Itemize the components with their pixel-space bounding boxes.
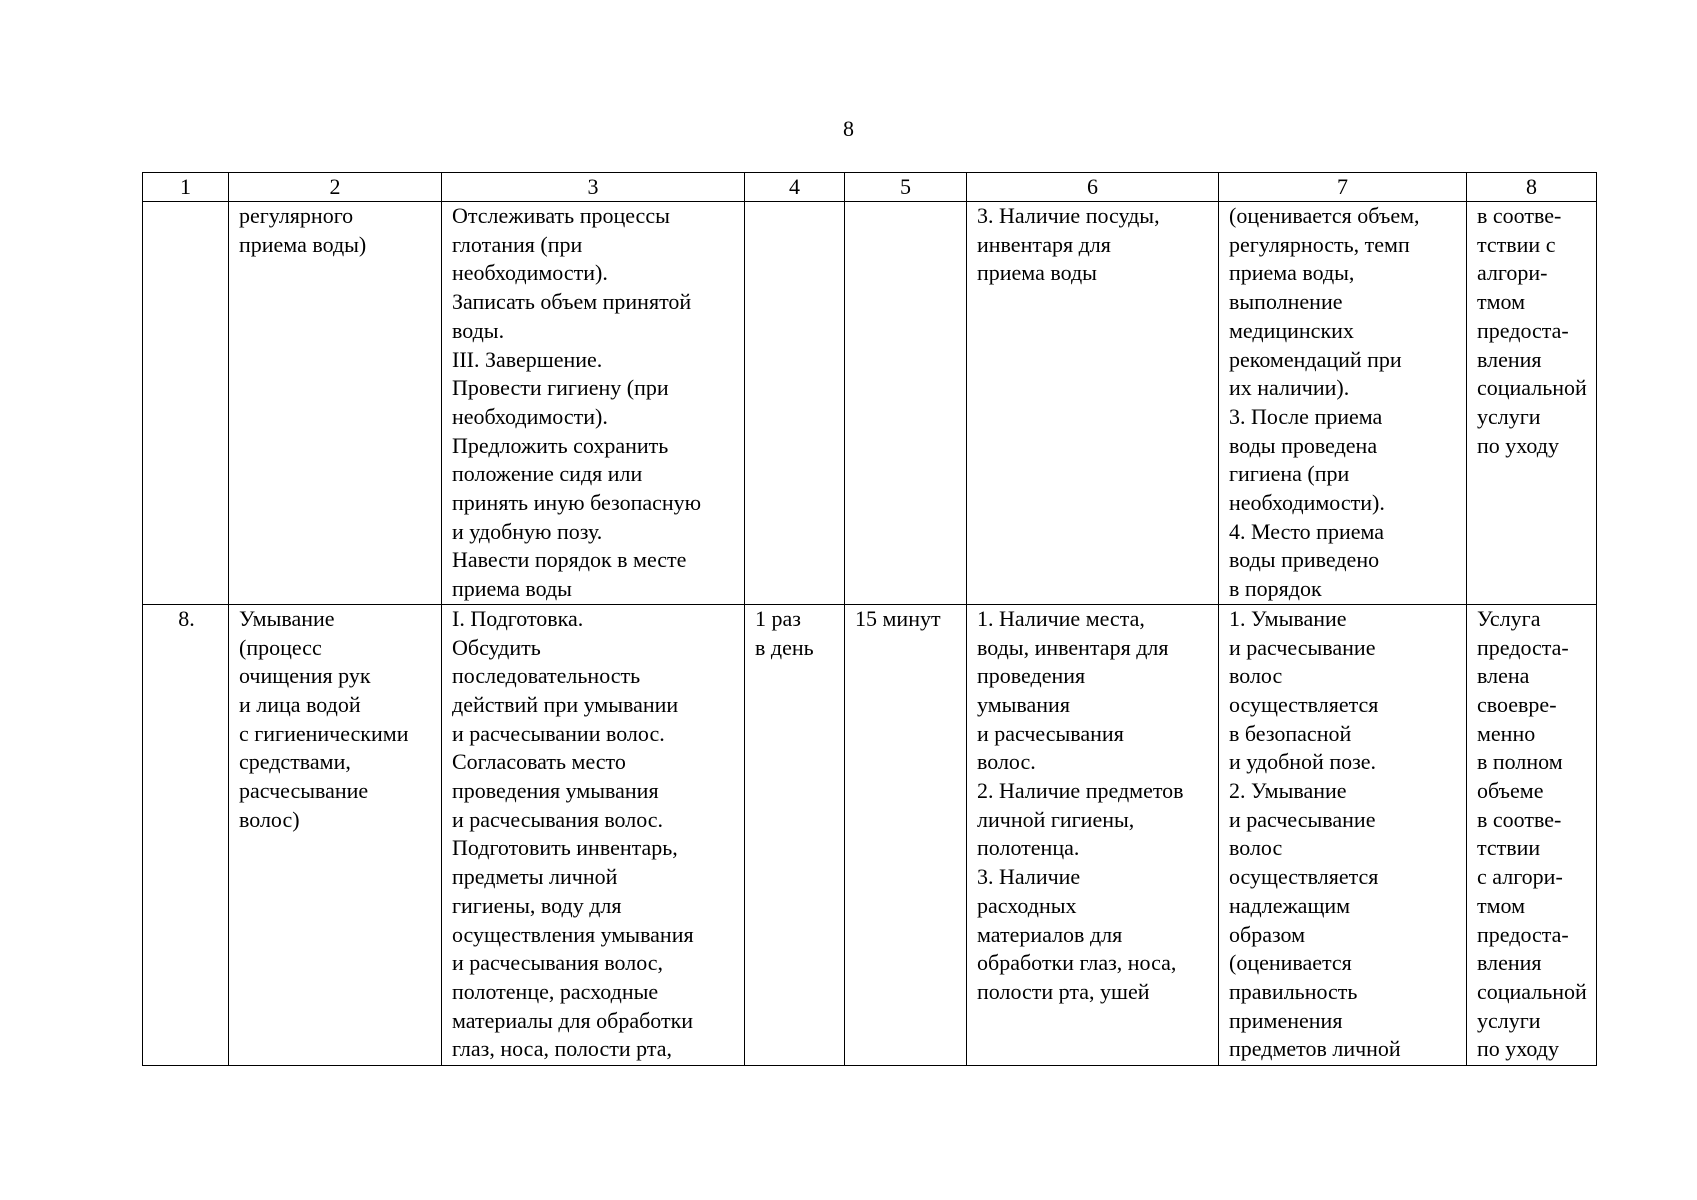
column-header: 4 — [745, 173, 845, 202]
table-row — [143, 604, 1597, 1065]
column-header: 1 — [143, 173, 229, 202]
frequency-cell — [745, 202, 845, 605]
column-header: 8 — [1467, 173, 1597, 202]
service-description-cell: I. Подготовка. Обсудить последовательность действий при умывании и расчесывании волос. Согласовать место проведения умывания и расчесывания волос. Подготовить инвентарь, предметы личной гигиены, воду для осуществления умывания и расчесывания волос, полотенце, расходные материалы для обработки глаз, носа, полости рта, — [442, 604, 745, 1065]
row-number-cell — [143, 202, 229, 605]
quality-indicators-cell: (оценивается объем, регулярность, темп приема воды, выполнение медицинских рекомендаций при их наличии). 3. После приема воды проведена гигиена (при необходимости). 4. Место приема воды приведено в порядок — [1219, 202, 1467, 605]
row-number-cell: 8. — [143, 604, 229, 1065]
service-name-cell: регулярного приема воды) — [229, 202, 442, 605]
evaluation-cell: Услуга предоста- влена своевре- менно в полном объеме в соотве- тствии с алгори- тмом предоста- вления социальной услуги по уходу — [1467, 604, 1597, 1065]
page-number: 8 — [843, 116, 854, 141]
column-header: 7 — [1219, 173, 1467, 202]
column-header: 6 — [967, 173, 1219, 202]
duration-cell: 15 минут — [845, 604, 967, 1065]
column-header: 5 — [845, 173, 967, 202]
conditions-cell: 1. Наличие места, воды, инвентаря для проведения умывания и расчесывания волос. 2. Наличие предметов личной гигиены, полотенца. 3. Наличие расходных материалов для обработки глаз, носа, полости рта, ушей — [967, 604, 1219, 1065]
column-number-row — [143, 173, 1597, 202]
service-table — [142, 172, 1597, 1066]
table-row — [143, 202, 1597, 605]
duration-cell — [845, 202, 967, 605]
evaluation-cell: в соотве- тствии с алгори- тмом предоста- вления социальной услуги по уходу — [1467, 202, 1597, 605]
service-description-cell: Отслеживать процессы глотания (при необходимости). Записать объем принятой воды. III. Завершение. Провести гигиену (при необходимости). Предложить сохранить положение сидя или принять иную безопасную и удобную позу. Навести порядок в месте приема воды — [442, 202, 745, 605]
conditions-cell: 3. Наличие посуды, инвентаря для приема воды — [967, 202, 1219, 605]
column-header: 3 — [442, 173, 745, 202]
quality-indicators-cell: 1. Умывание и расчесывание волос осуществляется в безопасной и удобной позе. 2. Умывание и расчесывание волос осуществляется надлежащим образом (оценивается правильность применения предметов личной — [1219, 604, 1467, 1065]
column-header: 2 — [229, 173, 442, 202]
frequency-cell: 1 раз в день — [745, 604, 845, 1065]
service-name-cell: Умывание (процесс очищения рук и лица водой с гигиеническими средствами, расчесывание волос) — [229, 604, 442, 1065]
